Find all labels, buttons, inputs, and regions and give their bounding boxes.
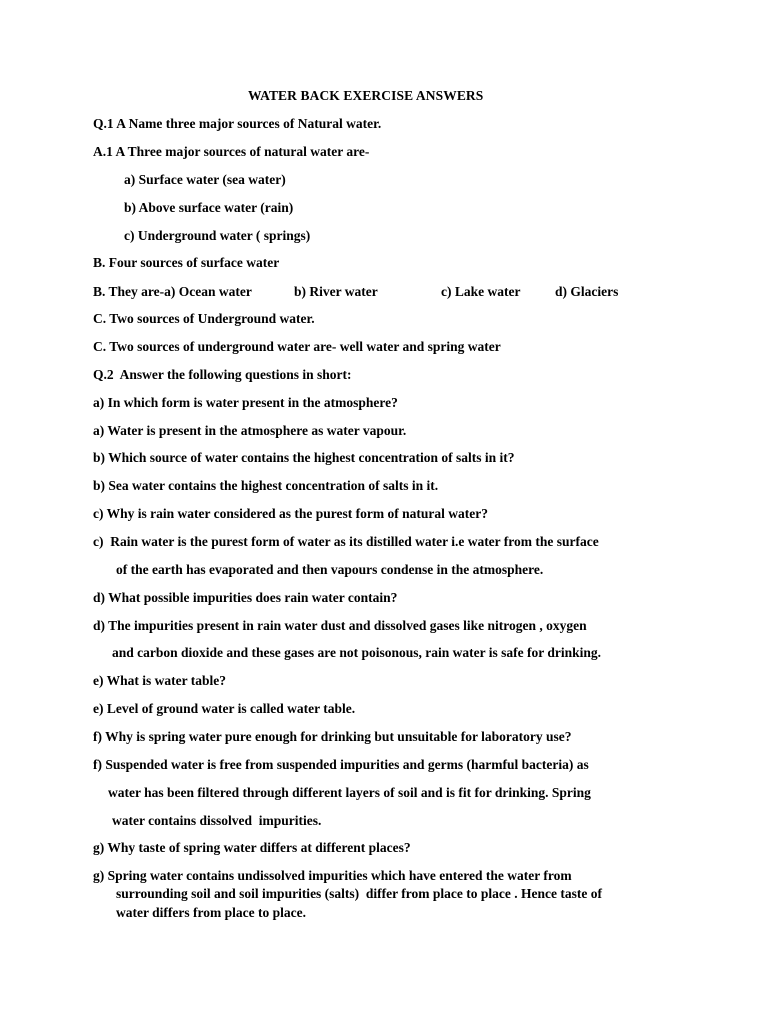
- question-2e: e) What is water table?: [93, 673, 226, 688]
- answer-2g-line2: surrounding soil and soil impurities (salts) differ from place to place . Hence taste of: [116, 886, 602, 901]
- question-2c: c) Why is rain water considered as the purest form of natural water?: [93, 506, 488, 521]
- question-2d: d) What possible impurities does rain water contain?: [93, 590, 398, 605]
- question-1c: C. Two sources of Underground water.: [93, 311, 315, 326]
- question-2-heading: Q.2 Answer the following questions in short:: [93, 367, 352, 382]
- answer-1a-item-a: a) Surface water (sea water): [124, 172, 286, 187]
- answer-1b-c: c) Lake water: [441, 284, 521, 299]
- question-1a: Q.1 A Name three major sources of Natural water.: [93, 116, 382, 131]
- answer-2a: a) Water is present in the atmosphere as water vapour.: [93, 423, 407, 438]
- answer-2e: e) Level of ground water is called water table.: [93, 701, 356, 716]
- answer-1a-item-b: b) Above surface water (rain): [124, 200, 294, 215]
- answer-2b: b) Sea water contains the highest concentration of salts in it.: [93, 478, 439, 493]
- answer-2f-line1: f) Suspended water is free from suspended impurities and germs (harmful bacteria) as: [93, 757, 589, 772]
- question-2b: b) Which source of water contains the highest concentration of salts in it?: [93, 450, 515, 465]
- answer-2d-line1: d) The impurities present in rain water dust and dissolved gases like nitrogen , oxygen: [93, 618, 587, 633]
- answer-1c: C. Two sources of underground water are- well water and spring water: [93, 339, 501, 354]
- answer-1b-a: B. They are-a) Ocean water: [93, 284, 252, 299]
- answer-2g-line1: g) Spring water contains undissolved impurities which have entered the water from: [93, 868, 572, 883]
- answer-2c-line2: of the earth has evaporated and then vapours condense in the atmosphere.: [116, 562, 544, 577]
- page-title: WATER BACK EXERCISE ANSWERS: [248, 88, 484, 103]
- question-1b: B. Four sources of surface water: [93, 255, 280, 270]
- answer-2f-line3: water contains dissolved impurities.: [112, 813, 322, 828]
- answer-2f-line2: water has been filtered through different layers of soil and is fit for drinking. Spring: [108, 785, 591, 800]
- answer-2g-line3: water differs from place to place.: [116, 905, 306, 920]
- question-2a: a) In which form is water present in the atmosphere?: [93, 395, 398, 410]
- answer-1a: A.1 A Three major sources of natural water are-: [93, 144, 370, 159]
- answer-2d-line2: and carbon dioxide and these gases are not poisonous, rain water is safe for drinking.: [112, 645, 602, 660]
- question-2g: g) Why taste of spring water differs at different places?: [93, 840, 411, 855]
- question-2f: f) Why is spring water pure enough for drinking but unsuitable for laboratory use?: [93, 729, 572, 744]
- answer-1b-b: b) River water: [294, 284, 378, 299]
- answer-1b-d: d) Glaciers: [555, 284, 619, 299]
- answer-1a-item-c: c) Underground water ( springs): [124, 228, 311, 243]
- answer-2c-line1: c) Rain water is the purest form of water as its distilled water i.e water from the surface: [93, 534, 599, 549]
